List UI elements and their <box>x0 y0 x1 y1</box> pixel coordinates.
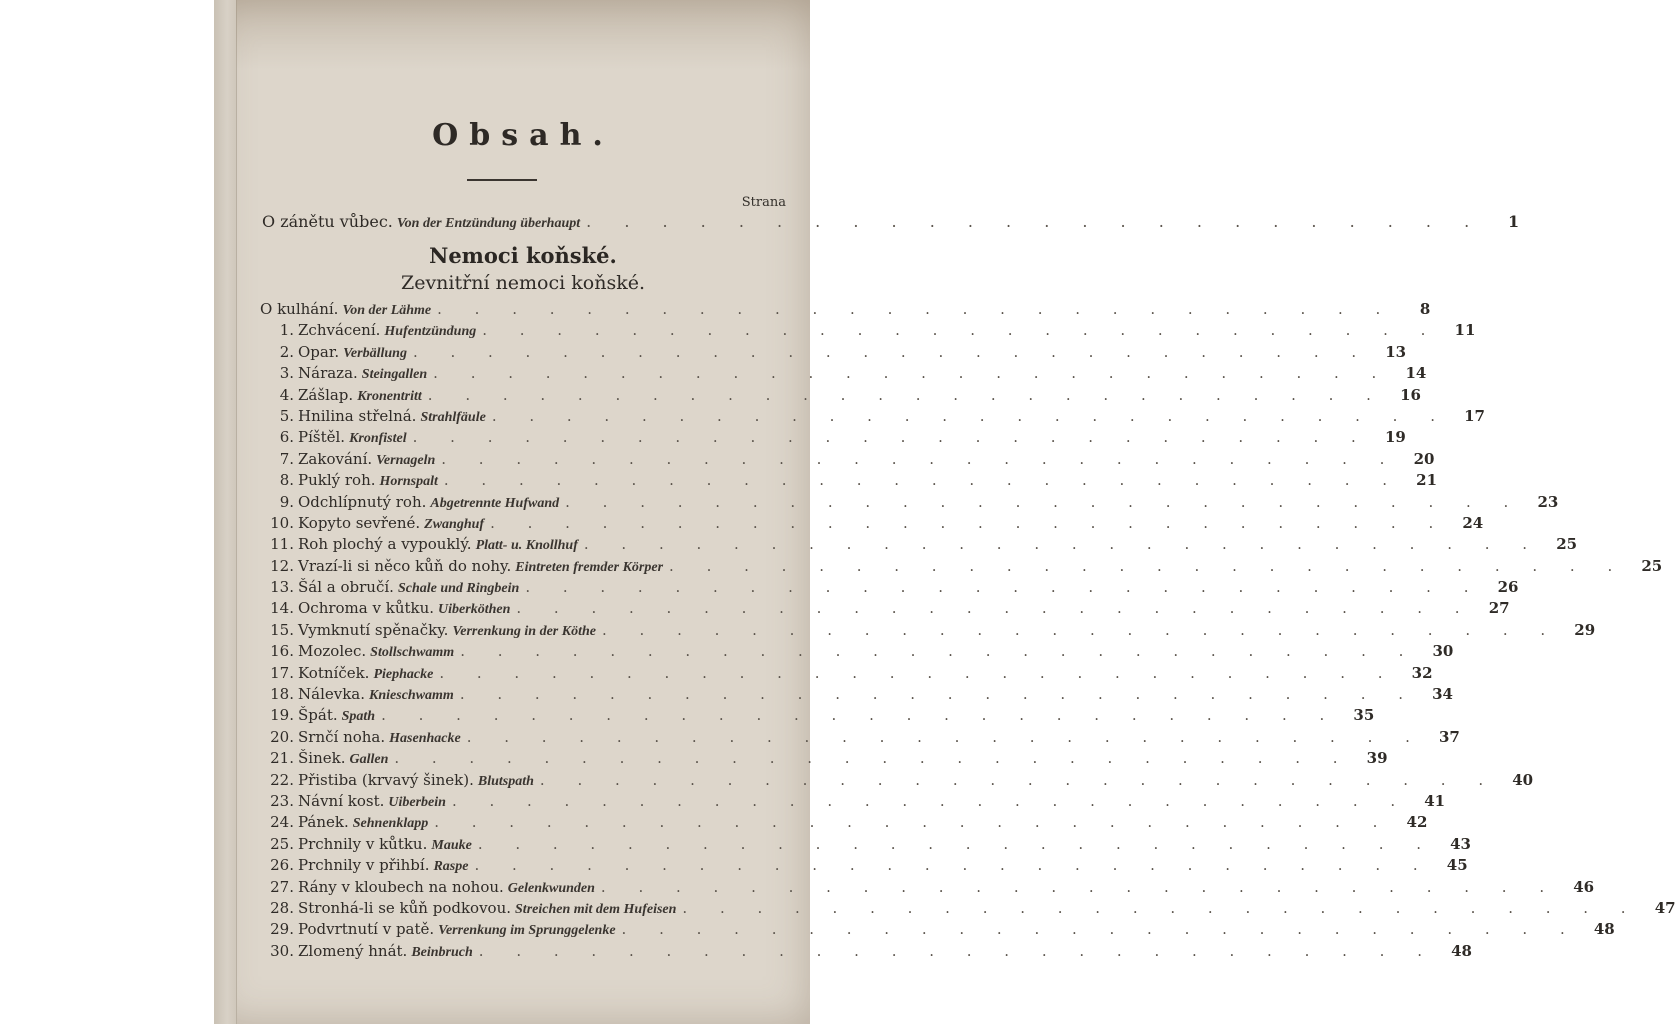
toc-row-page: 41 <box>1424 791 1446 810</box>
toc-row-title-de: Hornspalt <box>379 474 438 490</box>
toc-row-number: 19. <box>270 706 294 725</box>
toc-row-title-de: Knieschwamm <box>369 688 454 704</box>
toc-row-title-de: Hufentzündung <box>384 324 477 340</box>
toc-row-number: 22. <box>270 770 294 789</box>
toc-row-title-de: Spath <box>341 709 376 725</box>
toc-row-title-cz: Zlomený hnát. <box>298 941 408 960</box>
toc-row-title-de: Beinbruch <box>411 944 473 960</box>
toc-row-page: 20 <box>1413 449 1435 468</box>
leader-dots: . . . . . . . . . . . . . . . . . . . . . . . . . . <box>490 513 1448 532</box>
page-stain <box>236 0 810 70</box>
toc-row-page: 37 <box>1439 727 1460 746</box>
leader-dots: . . . . . . . . . . . . . . . . . . . . . . . . . . <box>412 428 1370 447</box>
toc-row-number: 7. <box>279 449 294 468</box>
toc-row <box>260 834 1471 856</box>
toc-row-title-de: Verrenkung in der Köthe <box>452 623 596 639</box>
toc-row-title-de: Gelenkwunden <box>507 880 595 896</box>
toc-row <box>260 449 1435 471</box>
toc-row-number: 11. <box>270 535 294 554</box>
toc-row-title-de: Verrenkung im Sprunggelenke <box>438 923 616 939</box>
toc-row <box>260 578 1519 599</box>
toc-row-title-de: Kronentritt <box>357 388 422 404</box>
toc-row <box>260 321 1476 342</box>
toc-row <box>260 385 1421 407</box>
table-of-contents <box>260 300 1676 963</box>
toc-row-number: 9. <box>279 492 294 511</box>
leader-dots: . . . . . . . . . . . . . . . . . . . . . . . . . . <box>583 535 1542 554</box>
toc-row-page: 21 <box>1416 471 1438 490</box>
toc-row-title-de: Mauke <box>431 837 472 853</box>
toc-row-title-de: Uiberköthen <box>438 602 511 618</box>
toc-row-page: 14 <box>1405 364 1427 383</box>
toc-row-number: 20. <box>270 727 294 746</box>
toc-row-number: 15. <box>270 620 294 639</box>
toc-row-page: 24 <box>1462 513 1484 532</box>
toc-row <box>260 685 1453 706</box>
leader-dots: . . . . . . . . . . . . . . . . . . . . . . . . . . <box>621 920 1579 939</box>
toc-row-title-de: Blutspath <box>477 773 534 789</box>
toc-row-title-de: Eintreten fremder Körper <box>515 559 664 575</box>
page-title: Obsah. <box>432 118 614 153</box>
lead-entry-cz: O zánětu vůbec. <box>262 212 393 231</box>
toc-row <box>260 770 1534 792</box>
leader-dots: . . . . . . . . . . . . . . . . . . . . . . . . . . <box>477 834 1435 853</box>
toc-row-page: 34 <box>1432 685 1453 704</box>
leader-dots: . . . . . . . . . . . . . . . . . . . . . . . . . . <box>433 364 1391 383</box>
toc-row-page: 29 <box>1574 620 1596 639</box>
toc-row <box>260 706 1375 727</box>
toc-row-title-de: Schale und Ringbein <box>397 581 520 597</box>
toc-row-page: 25 <box>1556 535 1578 554</box>
page-column-label: Strana <box>741 195 786 210</box>
toc-row-number: 28. <box>270 898 294 917</box>
section-subheading: Zevnitřní nemoci koňské. <box>401 272 645 294</box>
leader-dots: . . . . . . . . . . . . . . . . . . . . . . . . . . <box>460 642 1418 661</box>
toc-row-number: 4. <box>279 385 294 404</box>
toc-row-number: 13. <box>270 578 294 597</box>
lead-entry <box>262 212 1520 233</box>
toc-row-title-cz: Prchnily v kůtku. <box>298 834 428 853</box>
toc-row-title-de: Stollschwamm <box>370 645 455 661</box>
toc-row-title-de: Hasenhacke <box>389 730 461 746</box>
leader-dots: . . . . . . . . . . . . . . . . . . . . . . . . . . <box>437 300 1395 318</box>
toc-row-number: 29. <box>270 920 294 939</box>
section-heading: Nemoci koňské. <box>429 243 617 268</box>
toc-row-title-de: Verbällung <box>343 345 407 361</box>
toc-row-page: 48 <box>1451 941 1472 960</box>
toc-row-page: 25 <box>1641 556 1663 575</box>
toc-row-title-de: Streichen mit dem Hufeisen <box>515 901 677 917</box>
toc-row-number: 30. <box>270 941 294 960</box>
lead-entry-de: Von der Entzündung überhaupt <box>396 216 581 231</box>
leader-dots: . . . . . . . . . . . . . . . . . . . . . . . . . . <box>516 599 1474 618</box>
leader-dots: . . . . . . . . . . . . . . . . . . . . . . . . . . <box>525 578 1483 597</box>
toc-row-title-cz: Šál a obručí. <box>298 578 394 597</box>
toc-row-title-cz: Náraza. <box>298 364 358 383</box>
leader-dots: . . . . . . . . . . . . . . . . . . . . . . . . . . <box>427 385 1385 404</box>
page-gutter <box>214 0 237 1024</box>
toc-row-title-cz: Stronhá-li se kůň podkovou. <box>298 898 512 917</box>
toc-row-title-de: Piephacke <box>373 666 434 682</box>
leader-dots: . . . . . . . . . . . . . . . . . . . . . . . . . . <box>474 856 1432 875</box>
toc-row-page: 40 <box>1512 770 1534 789</box>
leader-dots: . . . . . . . . . . . . . . . . . . . . . . . . . . <box>669 556 1627 575</box>
toc-row-title-cz: Pánek. <box>298 813 349 832</box>
toc-row <box>260 749 1388 770</box>
toc-row-number: 3. <box>279 364 294 383</box>
toc-row-title-de: Steingallen <box>361 367 428 383</box>
toc-row-number: 25. <box>270 834 294 853</box>
toc-row <box>260 663 1433 685</box>
toc-row-title-cz: Rány v kloubech na nohou. <box>298 877 504 896</box>
toc-row-page: 23 <box>1537 492 1559 511</box>
leader-dots: . . . . . . . . . . . . . . . . . . . . . . . . . . <box>381 706 1339 725</box>
toc-row-page: 32 <box>1411 663 1433 682</box>
toc-row-title-de: Abgetrennte Hufwand <box>430 495 560 511</box>
toc-row-title-de: Von der Lähme <box>342 303 432 318</box>
toc-row <box>260 941 1472 963</box>
toc-row-title-cz: Špát. <box>298 706 338 725</box>
toc-row <box>260 877 1595 899</box>
leader-dots: . . . . . . . . . . . . . . . . . . . . . . . . . . <box>441 449 1399 468</box>
toc-row-page: 48 <box>1593 920 1615 939</box>
toc-row-title-cz: Šinek. <box>298 749 346 768</box>
toc-row-number: 2. <box>279 342 294 361</box>
toc-row-page: 11 <box>1454 321 1476 340</box>
toc-row-page: 39 <box>1366 749 1388 768</box>
toc-row-number: 21. <box>270 749 294 768</box>
toc-row <box>260 471 1438 492</box>
toc-row <box>260 599 1510 620</box>
toc-row-title-cz: Hnilina střelná. <box>298 406 417 425</box>
toc-row-title-cz: Návní kost. <box>298 791 385 810</box>
toc-row-page: 46 <box>1573 877 1595 896</box>
leader-dots: . . . . . . . . . . . . . . . . . . . . . . . . . . <box>682 898 1640 917</box>
toc-row-title-de: Sehnenklapp <box>352 816 429 832</box>
toc-row-page: 30 <box>1432 642 1454 661</box>
toc-row-title-de: Vernageln <box>376 452 436 468</box>
toc-row-page: 35 <box>1353 706 1375 725</box>
toc-row-title-de: Raspe <box>433 859 469 875</box>
toc-row-title-cz: Opar. <box>298 342 340 361</box>
toc-row-number: 18. <box>270 685 294 704</box>
toc-row-number: 27. <box>270 877 294 896</box>
toc-row-title-de: Strahlfäule <box>420 409 486 425</box>
toc-row-title-de: Uiberbein <box>388 794 446 810</box>
toc-row-number: 8. <box>279 471 294 490</box>
toc-row-number: 10. <box>270 513 294 532</box>
toc-row-page: 26 <box>1497 578 1519 597</box>
toc-row <box>260 727 1460 749</box>
toc-row-page: 47 <box>1654 898 1676 917</box>
toc-row-title-cz: Srnčí noha. <box>298 727 386 746</box>
toc-row <box>260 920 1615 941</box>
toc-row-title-cz: Ochroma v kůtku. <box>298 599 435 618</box>
toc-row <box>260 620 1596 642</box>
toc-row-title-cz: Puklý roh. <box>298 471 376 490</box>
toc-row <box>260 556 1663 578</box>
toc-row-page: 27 <box>1488 599 1510 618</box>
leader-dots: . . . . . . . . . . . . . . . . . . . . . . . . . . <box>482 321 1440 340</box>
toc-row <box>260 300 1431 321</box>
toc-row <box>260 342 1407 364</box>
leader-dots: . . . . . . . . . . . . . . . . . . . . . . . . <box>586 212 1484 231</box>
leader-dots: . . . . . . . . . . . . . . . . . . . . . . . . . . <box>412 342 1371 361</box>
toc-row-number: 14. <box>270 599 294 618</box>
leader-dots: . . . . . . . . . . . . . . . . . . . . . . . . . . <box>443 471 1402 490</box>
toc-row-title-cz: Zášlap. <box>298 385 354 404</box>
toc-row <box>260 535 1578 556</box>
toc-row-title-de: Platt- u. Knollhuf <box>475 538 578 554</box>
toc-row <box>260 791 1446 813</box>
toc-row-number: 26. <box>270 856 294 875</box>
toc-row-title-cz: Kotníček. <box>298 663 370 682</box>
toc-row-number: 1. <box>279 321 294 340</box>
toc-row-title-cz: Kopyto sevřené. <box>298 513 421 532</box>
toc-row <box>260 856 1468 877</box>
toc-row <box>260 406 1485 428</box>
toc-row <box>260 364 1427 385</box>
leader-dots: . . . . . . . . . . . . . . . . . . . . . . . . . . <box>394 749 1352 768</box>
toc-row-number: 12. <box>270 556 294 575</box>
toc-row-title-cz: Zakování. <box>298 449 373 468</box>
leader-dots: . . . . . . . . . . . . . . . . . . . . . . . . . . <box>466 727 1424 746</box>
toc-row-title-cz: Roh plochý a vypouklý. <box>298 535 472 554</box>
leader-dots: . . . . . . . . . . . . . . . . . . . . . . . . . . <box>491 406 1449 425</box>
toc-row-title-cz: Píštěl. <box>298 428 346 447</box>
toc-row-title-cz: O kulhání. <box>260 300 339 318</box>
leader-dots: . . . . . . . . . . . . . . . . . . . . . . . . . . <box>602 620 1560 639</box>
title-rule <box>467 179 537 181</box>
leader-dots: . . . . . . . . . . . . . . . . . . . . . . . . . . <box>459 685 1417 704</box>
leader-dots: . . . . . . . . . . . . . . . . . . . . . . . . . . <box>439 663 1397 682</box>
toc-row-title-cz: Zchvácení. <box>298 321 381 340</box>
toc-row-number: 24. <box>270 813 294 832</box>
toc-row-title-de: Zwanghuf <box>424 516 485 532</box>
toc-row-title-cz: Podvrtnutí v patě. <box>298 920 435 939</box>
toc-row-title-cz: Odchlípnutý roh. <box>298 492 427 511</box>
toc-row-page: 16 <box>1400 385 1421 404</box>
toc-row-page: 43 <box>1450 834 1471 853</box>
toc-row-title-cz: Vymknutí spěnačky. <box>298 620 449 639</box>
toc-row <box>260 428 1406 449</box>
toc-row-number: 23. <box>270 791 294 810</box>
leader-dots: . . . . . . . . . . . . . . . . . . . . . . . . . . <box>600 877 1559 896</box>
leader-dots: . . . . . . . . . . . . . . . . . . . . . . . . . . <box>565 492 1523 511</box>
toc-row-title-cz: Přistiba (krvavý šinek). <box>298 770 474 789</box>
leader-dots: . . . . . . . . . . . . . . . . . . . . . . . . . . <box>539 770 1498 789</box>
toc-row-number: 5. <box>279 406 294 425</box>
toc-row-page: 19 <box>1384 428 1406 447</box>
toc-row-title-cz: Vrazí-li si něco kůň do nohy. <box>298 556 512 575</box>
leader-dots: . . . . . . . . . . . . . . . . . . . . . . . . . . <box>478 941 1436 960</box>
lead-entry-page: 1 <box>1508 212 1520 231</box>
toc-row-page: 8 <box>1419 300 1431 318</box>
toc-row-number: 6. <box>279 428 294 447</box>
toc-row-title-cz: Mozolec. <box>298 642 367 661</box>
toc-row-page: 13 <box>1385 342 1407 361</box>
toc-row-page: 42 <box>1406 813 1428 832</box>
toc-row-number: 17. <box>270 663 294 682</box>
toc-row <box>260 898 1676 920</box>
toc-row-number: 16. <box>270 642 294 661</box>
toc-row <box>260 813 1428 834</box>
leader-dots: . . . . . . . . . . . . . . . . . . . . . . . . . . <box>451 791 1410 810</box>
toc-row-title-cz: Prchnily v přihbí. <box>298 856 430 875</box>
toc-row <box>260 642 1454 663</box>
toc-row-title-de: Kronfistel <box>349 431 407 447</box>
toc-row <box>260 492 1559 514</box>
toc-row-title-cz: Nálevka. <box>298 685 366 704</box>
toc-row-page: 45 <box>1446 856 1468 875</box>
leader-dots: . . . . . . . . . . . . . . . . . . . . . . . . . . <box>434 813 1392 832</box>
toc-row-page: 17 <box>1464 406 1485 425</box>
toc-row <box>260 513 1484 535</box>
toc-row-title-de: Gallen <box>349 752 389 768</box>
